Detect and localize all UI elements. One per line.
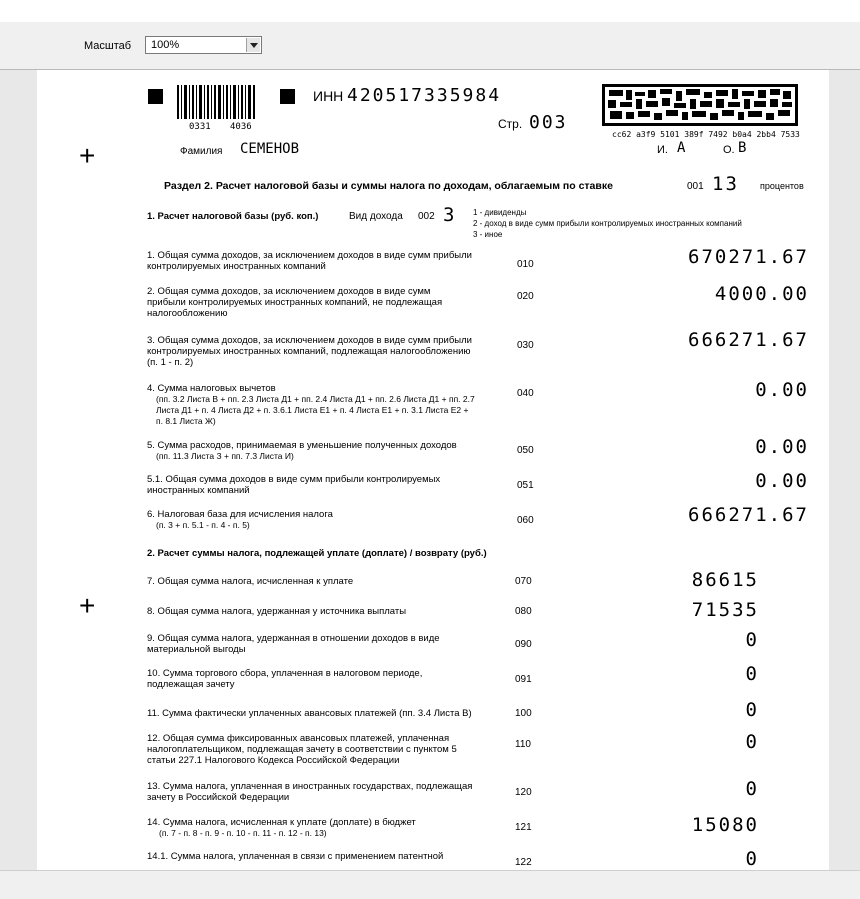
part1-title: 1. Расчет налоговой базы (руб. коп.) (147, 211, 319, 222)
line-020-value: 4000.00 (714, 283, 809, 305)
line-050-code: 050 (517, 445, 534, 456)
rate-code: 001 (687, 181, 704, 192)
line-060-value: 666271.67 (688, 504, 809, 526)
line-080-description: 8. Общая сумма налога, удержанная у источника выплаты (147, 606, 407, 617)
surname-value: СЕМЕНОВ (240, 141, 300, 157)
rate-value: 13 (712, 173, 739, 195)
line-070-value: 86615 (691, 569, 759, 591)
page-number: 003 (529, 112, 568, 133)
barcode-right-code: cc62 a3f9 5101 389f 7492 b0a4 2bb4 7533 (612, 130, 800, 139)
zoom-value: 100% (151, 39, 180, 51)
line-030-description: 3. Общая сумма доходов, за исключением доходов в виде сумм прибыли контролируемых иностранных компаний, подлежащая налогообложению (п. 1 - п. 2) (147, 335, 472, 368)
page-label: Стр. (498, 117, 523, 131)
barcode-left-number-2: 4036 (230, 122, 252, 132)
line-010-value: 670271.67 (688, 246, 809, 268)
line-121-description: 14. Сумма налога, исчисленная к уплате (доплате) в бюджет (п. 7 - п. 8 - п. 9 - п. 10 - п. 11 - п. 12 - п. 13) (147, 817, 416, 838)
line-060-description: 6. Налоговая база для исчисления налога (п. 3 + п. 5.1 - п. 4 - п. 5) (147, 509, 333, 530)
line-050-description: 5. Сумма расходов, принимаемая в уменьшение полученных доходов (пп. 11.3 Листа З + пп. 7.3 Листа И) (147, 440, 457, 461)
line-122-description: 14.1. Сумма налога, уплаченная в связи с применением патентной (147, 851, 444, 862)
barcode-left (177, 85, 257, 121)
crosshair-marker-top: + (79, 140, 96, 171)
line-122-value: 0 (745, 848, 759, 870)
document-viewer[interactable] (0, 70, 860, 870)
line-090-code: 090 (515, 639, 532, 650)
line-030-code: 030 (517, 340, 534, 351)
income-type-value: 3 (443, 204, 455, 226)
line-091-value: 0 (745, 663, 759, 685)
line-080-code: 080 (515, 606, 532, 617)
viewer-bottom-bar (0, 870, 860, 899)
line-030-value: 666271.67 (688, 329, 809, 351)
income-type-label: Вид дохода (349, 211, 403, 222)
initial-patronymic-value: В (738, 140, 747, 156)
registration-marker-left (148, 89, 163, 104)
qr-barcode (602, 84, 798, 128)
chevron-down-icon[interactable] (246, 38, 260, 52)
initial-first-value: А (677, 140, 686, 156)
rate-suffix: процентов (760, 181, 804, 191)
line-080-value: 71535 (691, 599, 759, 621)
part2-title: 2. Расчет суммы налога, подлежащей уплате (доплате) / возврату (руб.) (147, 548, 487, 559)
zoom-select[interactable] (145, 36, 262, 54)
line-110-code: 110 (515, 739, 531, 750)
line-040-code: 040 (517, 388, 534, 399)
section-title: Раздел 2. Расчет налоговой базы и суммы налога по доходам, облагаемым по ставке (164, 180, 613, 192)
line-121-code: 121 (515, 822, 532, 833)
line-040-value: 0.00 (755, 379, 809, 401)
registration-marker-right (280, 89, 295, 104)
line-010-description: 1. Общая сумма доходов, за исключением доходов в виде сумм прибыли контролируемых иностранных компаний (147, 250, 472, 272)
line-122-code: 122 (515, 857, 532, 868)
inn-value: 420517335984 (347, 85, 502, 106)
line-010-code: 010 (517, 259, 534, 270)
line-100-description: 11. Сумма фактически уплаченных авансовых платежей (пп. 3.4 Листа В) (147, 708, 472, 719)
income-type-legend-3: 3 - иное (473, 230, 503, 239)
line-120-code: 120 (515, 787, 532, 798)
line-100-code: 100 (515, 708, 532, 719)
line-051-description: 5.1. Общая сумма доходов в виде сумм прибыли контролируемых иностранных компаний (147, 474, 441, 496)
line-040-description: 4. Сумма налоговых вычетов (пп. 3.2 Листа В + пп. 2.3 Листа Д1 + пп. 2.4 Листа Д1 + пп. 2.6 Листа Д1 + пп. 2.7 Листа Д1 + п. 4 Листа Д2 + п. 3.6.1 Листа Е1 + п. 4 Листа Е1 + п. 3.1 Листа Е2 + п. 8.1 Листа Ж) (147, 383, 475, 426)
line-070-code: 070 (515, 576, 532, 587)
line-090-description: 9. Общая сумма налога, удержанная в отношении доходов в виде материальной выгоды (147, 633, 440, 655)
initial-first-label: И. (657, 144, 668, 156)
surname-label: Фамилия (180, 146, 223, 157)
income-type-code: 002 (418, 211, 435, 222)
line-020-description: 2. Общая сумма доходов, за исключением доходов в виде сумм прибыли контролируемых иностранных компаний, не подлежащая налогообложению (147, 286, 443, 319)
line-051-value: 0.00 (755, 470, 809, 492)
line-120-value: 0 (745, 778, 759, 800)
form-page (37, 70, 829, 870)
line-100-value: 0 (745, 699, 759, 721)
line-120-description: 13. Сумма налога, уплаченная в иностранных государствах, подлежащая зачету в Российской Федерации (147, 781, 473, 803)
line-051-code: 051 (517, 480, 534, 491)
line-070-description: 7. Общая сумма налога, исчисленная к уплате (147, 576, 354, 587)
barcode-left-number-1: 0331 (189, 122, 211, 132)
income-type-legend-2: 2 - доход в виде сумм прибыли контролируемых иностранных компаний (473, 219, 742, 228)
line-091-description: 10. Сумма торгового сбора, уплаченная в налоговом периоде, подлежащая зачету (147, 668, 423, 690)
line-060-code: 060 (517, 515, 534, 526)
inn-label: ИНН (313, 88, 344, 104)
line-110-value: 0 (745, 731, 759, 753)
zoom-label: Масштаб (84, 40, 132, 52)
initial-patronymic-label: О. (723, 144, 735, 156)
line-110-description: 12. Общая сумма фиксированных авансовых платежей, уплаченная налогоплательщиком, подлежащая зачету в соответствии с пунктом 5 статьи 227.1 Налогового Кодекса Российской Федерации (147, 733, 457, 766)
line-090-value: 0 (745, 629, 759, 651)
line-050-value: 0.00 (755, 436, 809, 458)
line-020-code: 020 (517, 291, 534, 302)
crosshair-marker-middle: + (79, 590, 96, 621)
line-091-code: 091 (515, 674, 532, 685)
income-type-legend-1: 1 - дивиденды (473, 208, 527, 217)
toolbar-top-strip (0, 0, 860, 22)
viewer-toolbar (0, 0, 860, 70)
line-121-value: 15080 (691, 814, 759, 836)
